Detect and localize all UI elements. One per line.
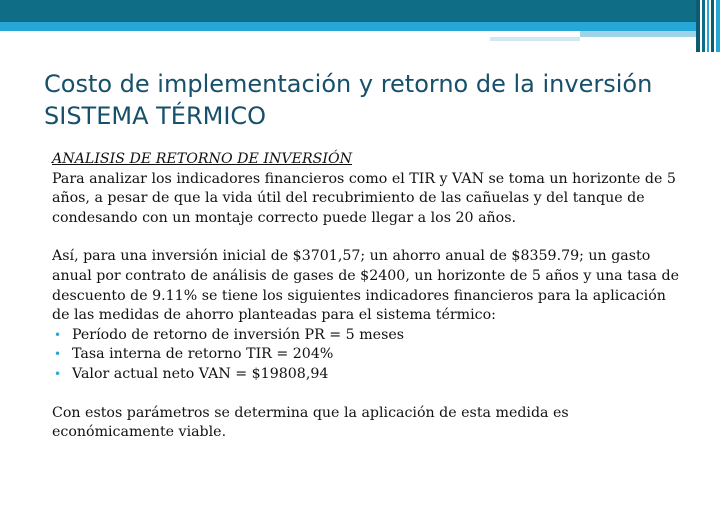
decor-stripe <box>711 0 714 52</box>
list-item <box>52 326 682 346</box>
bullet-icon: • <box>54 327 62 342</box>
header-bar-accent-thin <box>490 37 580 41</box>
header-bar-accent <box>580 31 696 37</box>
bullet-text: Período de retorno de inversión PR = 5 meses <box>72 326 405 343</box>
title-line-2: SISTEMA TÉRMICO <box>44 102 267 130</box>
paragraph-horizon: Para analizar los indicadores financieros como el TIR y VAN se toma un horizonte de 5 años, a pesar de que la vida útil del recubrimiento de las cañuelas y del tanque de condesando con un montaje correcto puede llegar a los 20 años. <box>52 170 676 226</box>
bullet-icon: • <box>54 347 62 362</box>
bullet-text: Tasa interna de retorno TIR = 204% <box>72 346 334 363</box>
section-heading: ANALISIS DE RETORNO DE INVERSIÓN <box>52 151 353 167</box>
indicator-list <box>52 326 682 385</box>
slide-body <box>52 150 682 443</box>
decor-stripe <box>696 0 700 52</box>
decor-stripe <box>707 0 709 52</box>
decor-stripe <box>716 0 720 52</box>
spacer <box>52 228 682 247</box>
list-item <box>52 345 682 365</box>
bullet-text: Valor actual neto VAN = $19808,94 <box>72 365 329 382</box>
slide-title <box>44 68 684 132</box>
title-line-1: Costo de implementación y retorno de la inversión <box>44 70 653 98</box>
paragraph-conclusion: Con estos parámetros se determina que la aplicación de esta medida es económicamente viable. <box>52 404 569 441</box>
list-item <box>52 365 682 385</box>
header-bar-light <box>0 22 696 31</box>
spacer <box>52 385 682 404</box>
decor-stripe <box>702 0 705 52</box>
header-bar-dark <box>0 0 696 22</box>
bullet-icon: • <box>54 366 62 381</box>
paragraph-investment: Así, para una inversión inicial de $3701,57; un ahorro anual de $8359.79; un gasto anual por contrato de análisis de gases de $2400, un horizonte de 5 años y una tasa de descuento de 9.11% se tiene los siguientes indicadores financieros para la aplicación de las medidas de ahorro planteadas para el sistema térmico: <box>52 248 679 324</box>
